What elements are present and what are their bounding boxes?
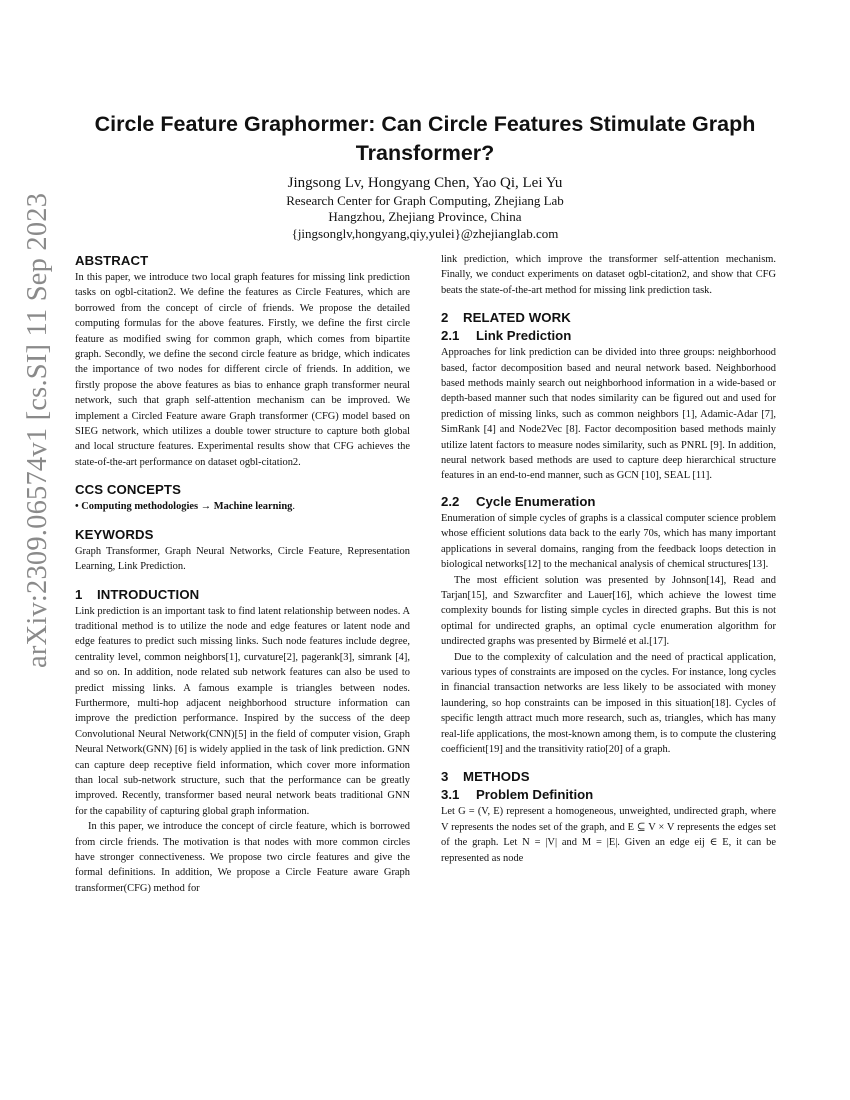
cycle-enumeration-paragraph-1: Enumeration of simple cycles of graphs is a classical computer science problem whose efficient solutions data back to the early 70s, which has many important applications in several domains, ranging from the feedback loops detection in biological networks[12] to the mechanical analysis of chemical structures[13]. [441,512,776,571]
intro-paragraph-1: Link prediction is an important task to find latent relationship between nodes. A traditional method is to utilize the node and edge features or latent node and edge features to predict such missing links. Such node features include degree, centrality level, common neighbors[1], curvature[2], pagerank[3], simrank [4], and so on. In addition, node related sub network features can also be used to predict missing links. A famous example is triangles between nodes. Furthermore, multi-hop adjacent neighborhood structure information can improve the prediction performance. Inspired by the success of the deep Convolutional Neural Network(CNN)[5] in the field of computer vision, Graph Neural Network(GNN) [6] is widely applied in the task of link prediction. GNN can capture deep receptive field information, which cover more information than local sub-network structure, such that the performance can be greatly improved. Recently, transformer based neural network beats traditional GNN for the capability of capturing global graph information. [75,605,410,817]
abstract-heading: ABSTRACT [75,253,149,268]
section-title: INTRODUCTION [97,586,200,602]
affiliation-location: Hangzhou, Zhejiang Province, China [328,209,522,224]
link-prediction-text: Approaches for link prediction can be divided into three groups: neighborhood based, factor decomposition based and neural network based. Neighborhood based methods mainly search out neighborhood information in a wide-based or depth-based manner such that nodes similarity can be figured out and used for prediction of missing links, such as common neighbors [1], Adamic-Adar [7], SimRank [4] and Node2Vec [8]. Factor decomposition based methods mainly utilize latent factors to measure nodes similarity, such as PNRL [9]. In addition, neural network based methods are used to capture deep hierarchical structure features in an end-to-end manner, such as GCN [10], SEAL [11]. [441,347,776,482]
subsection-number: 2.1 [441,328,460,344]
ccs-end: . [292,501,295,513]
keywords-heading: KEYWORDS [75,526,154,542]
cycle-enumeration-paragraph-3: Due to the complexity of calculation and the need of practical application, various types of constraints are imposed on the cycles. For instance, long cycles in financial transaction networks are less likely to be associated with money laundering, so hop constraints can be imposed in this situation[18]. Cycles of specific length attract much more research, such as, triangles, which has many real-life applications, the most-known among them, is to compute the clustering coefficient[19] and the transitivity ratio[20] of a graph. [441,651,776,755]
intro-paragraph-2-continued: link prediction, which improve the transformer self-attention mechanism. Finally, we conduct experiments on dataset ogbl-citation2, and show that CFG beats the state-of-the-art method for missing link prediction task. [441,254,776,296]
ccs-concept: Computing methodologies → Machine learning [81,501,293,513]
ccs-heading: CCS CONCEPTS [75,482,181,498]
section-number: 2 [441,310,449,326]
keywords-text: Graph Transformer, Graph Neural Networks, Circle Feature, Representation Learning, Link Prediction. [75,545,410,573]
affiliation-emails: {jingsonglv,hongyang,qiy,yulei}@zhejianglab.com [291,226,559,241]
problem-definition-heading [441,786,776,804]
arxiv-identifier: arXiv:2309.06574v1 [cs.SI] 11 Sep 2023 [22,192,53,668]
introduction-heading [75,586,410,604]
link-prediction-heading [441,327,776,345]
section-number: 3 [441,769,449,785]
subsection-number: 2.2 [441,493,460,509]
subsection-title: Problem Definition [476,787,594,803]
subsection-title: Link Prediction [476,328,572,344]
related-work-heading [441,309,776,327]
ccs-bullet: • [75,501,79,513]
affiliation-line: Research Center for Graph Computing, Zhejiang Lab [286,193,564,208]
ccs-concepts [75,499,410,514]
cycle-enumeration-paragraph-2: The most efficient solution was presented by Johnson[14], Read and Tarjan[15], and Szwarcfiter and Lauer[16], which achieve the lowest time complexity bounds for listing simple cycles in directed graphs. But this is not optimal for undirected graphs, an optimal cycle enumeration algorithm for undirected graphs was presented by Birmelé et al.[17]. [441,574,776,648]
problem-definition-text: Let G = (V, E) represent a homogeneous, unweighted, undirected graph, where V represents the nodes set of the graph, and E ⊆ V × V represents the edges set of the graph. Let N = |V| and M = |E|. Given an edge eij ∈ E, it can be represented as node [441,806,776,864]
subsection-number: 3.1 [441,787,460,803]
cycle-enumeration-heading [441,493,776,511]
paper-title: Circle Feature Graphormer: Can Circle Features Stimulate Graph Transformer? [94,112,756,165]
subsection-title: Cycle Enumeration [476,493,596,509]
abstract-text: In this paper, we introduce two local graph features for missing link prediction tasks on ogbl-citation2. We define the features as Circle Features, which are borrowed from the concept of circle of friends. We propose the detailed computing formulas for the above features. Firstly, we define the first circle feature as modified swing for common graph, which comes from bipartite graph. Secondly, we define the second circle feature as bridge, which indicates the importance of two nodes for different circle of friends. In addition, we firstly propose the above features as bias to enhance graph transformer neural network, such that graph self-attention mechanism can be improved. We implement a Circled Feature aware Graph transformer (CFG) model based on SIEG network, which utilizes a double tower structure to capture both global and local structure features. Experimental results show that CFG achieves the state-of-the-art performance on dataset ogbl-citation2. [75,272,410,468]
section-title: METHODS [463,769,530,785]
authors: Jingsong Lv, Hongyang Chen, Yao Qi, Lei Yu [287,175,563,191]
methods-heading [441,768,776,786]
section-title: RELATED WORK [463,310,571,326]
right-column [441,252,776,866]
left-column [75,252,410,896]
intro-paragraph-2: In this paper, we introduce the concept of circle feature, which is borrowed from circle friends. The motivation is that nodes with more common circles have stronger connectiveness. We propose two circle features and give the formal definitions. In addition, We propose a Circle Feature aware Graph transformer(CFG) method for [75,821,410,894]
section-number: 1 [75,586,83,602]
